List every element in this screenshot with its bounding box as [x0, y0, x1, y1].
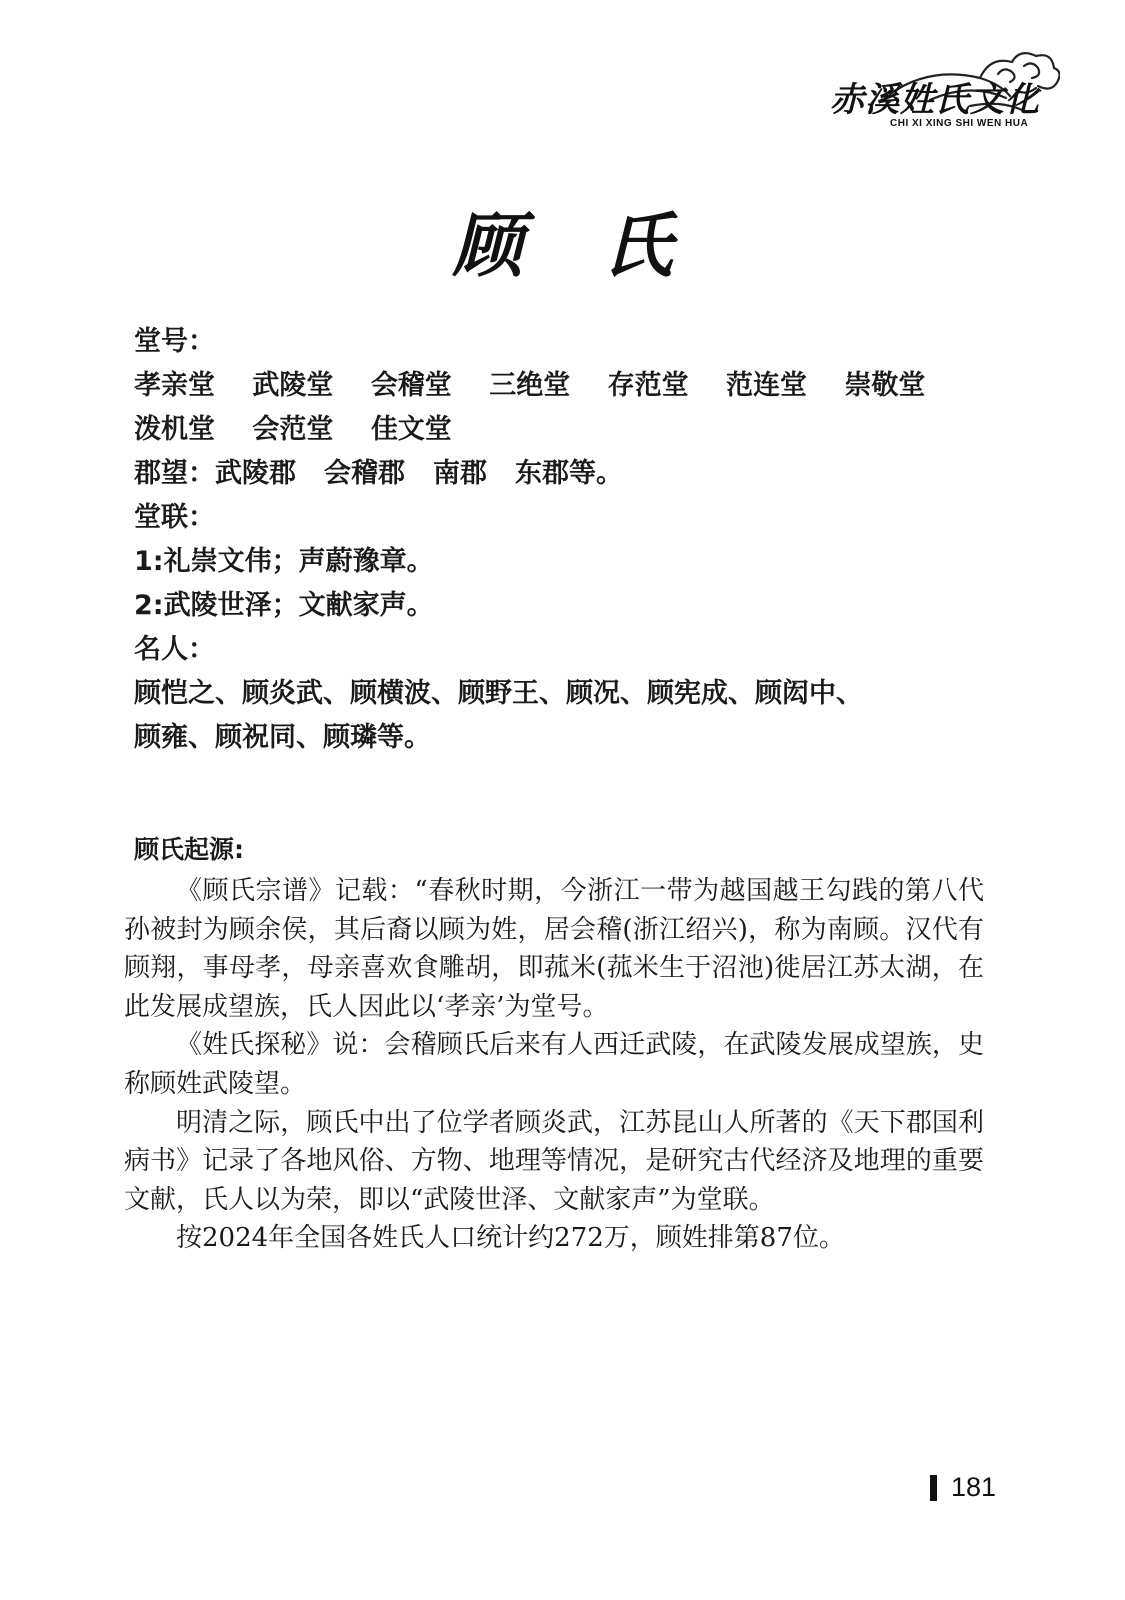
origin-body	[124, 872, 984, 1258]
hall-name: 泼机堂	[134, 414, 215, 445]
page-number-text: 181	[951, 1472, 997, 1502]
origin-paragraph: 明清之际，顾氏中出了位学者顾炎武，江苏昆山人所著的《天下郡国利病书》记录了各地风俗、方物、地理等情况，是研究古代经济及地理的重要文献，氏人以为荣，即以“武陵世泽、文献家声”为堂联。	[124, 1107, 984, 1215]
commandery-name: 东郡等。	[515, 458, 623, 489]
couplet-label: 堂联：	[134, 502, 215, 533]
logo-subtitle: CHI XI XING SHI WEN HUA	[890, 118, 1029, 129]
couplet-1: 1:礼崇文伟；声蔚豫章。	[134, 546, 434, 577]
hall-name: 武陵堂	[252, 370, 334, 401]
commandery-row	[134, 452, 1034, 496]
hall-name: 会稽堂	[370, 370, 452, 401]
origin-heading: 顾氏起源:	[134, 835, 244, 864]
hall-name: 存范堂	[607, 370, 689, 401]
hall-name: 佳文堂	[370, 414, 452, 445]
commandery-label: 郡望：	[134, 458, 215, 489]
hall-list-row-2	[134, 408, 1034, 452]
page-number	[930, 1472, 996, 1503]
hall-name: 会范堂	[252, 414, 334, 445]
page-marker-bar	[930, 1475, 937, 1501]
origin-paragraph: 《顾氏宗谱》记载：“春秋时期，今浙江一带为越国越王勾践的第八代孙被封为顾余侯，其后裔以顾为姓，居会稽(浙江绍兴)，称为南顾。汉代有顾翔，事母孝，母亲喜欢食雕胡，即菰米(菰米生于沼池)徙居江苏太湖，在此发展成望族，氏人因此以‘孝亲’为堂号。	[124, 876, 984, 1022]
famous-people-line-2: 顾雍、顾祝同、顾璘等。	[134, 722, 431, 753]
origin-paragraph: 《姓氏探秘》说：会稽顾氏后来有人西迁武陵，在武陵发展成望族，史称顾姓武陵望。	[124, 1030, 984, 1099]
famous-people-line-1: 顾恺之、顾炎武、顾横波、顾野王、顾况、顾宪成、顾闳中、	[134, 678, 863, 709]
commandery-name: 武陵郡	[215, 458, 296, 489]
hall-label: 堂号：	[134, 326, 215, 357]
origin-paragraph: 按2024年全国各姓氏人口统计约272万，顾姓排第87位。	[176, 1223, 845, 1254]
couplet-2: 2:武陵世泽；文献家声。	[134, 590, 434, 621]
hall-name: 孝亲堂	[134, 370, 215, 401]
hall-list-row-1	[134, 364, 1034, 408]
hall-name: 崇敬堂	[844, 370, 926, 401]
commandery-name: 会稽郡	[324, 458, 405, 489]
info-block	[134, 320, 1034, 760]
famous-label: 名人：	[134, 634, 215, 665]
logo-title: 赤溪姓氏文化	[830, 80, 1040, 120]
hall-name: 三绝堂	[489, 370, 571, 401]
page-title: 顾氏	[452, 204, 753, 287]
commandery-name: 南郡	[433, 458, 487, 489]
hall-name: 范连堂	[726, 370, 808, 401]
header-logo	[820, 44, 1060, 140]
